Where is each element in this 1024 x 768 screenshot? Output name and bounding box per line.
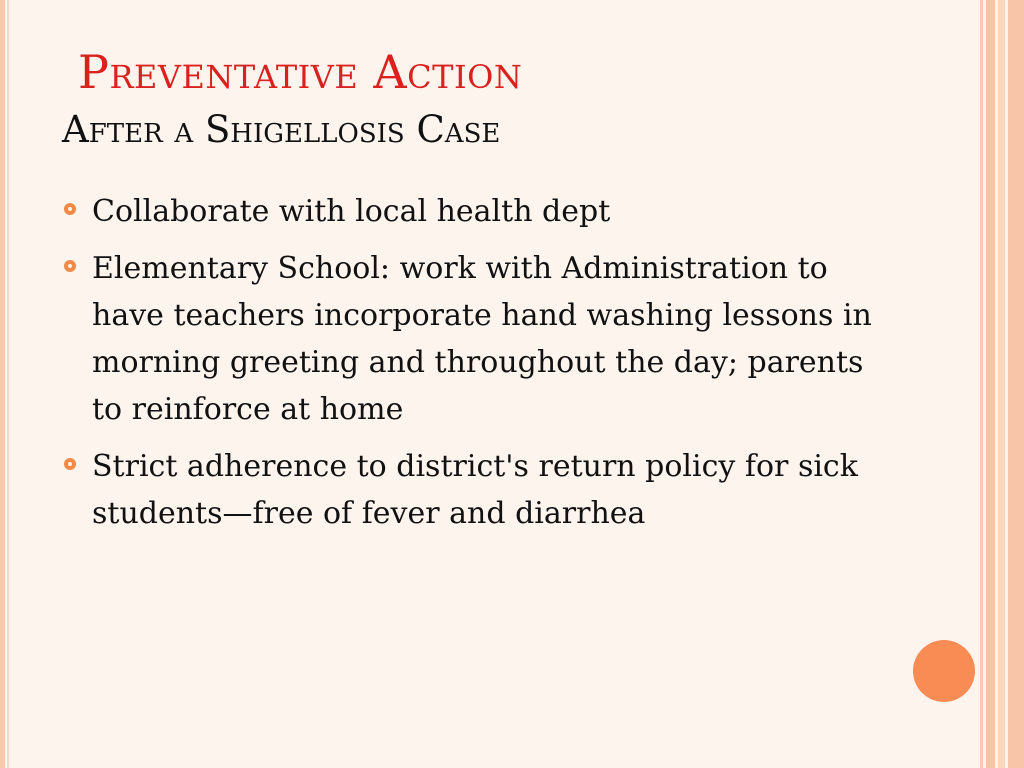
bullet-circle-icon <box>64 458 76 470</box>
right-border-stripe <box>986 0 995 768</box>
right-border-stripe <box>998 0 1005 768</box>
bullet-text: Collaborate with local health dept <box>92 194 611 229</box>
bullet-item <box>62 188 902 235</box>
bullet-list <box>62 188 902 547</box>
bullet-text: Elementary School: work with Administration to have teachers incorporate hand washing lessons in morning greeting and throughout the day; parents to reinforce at home <box>92 251 872 427</box>
bullet-circle-icon <box>64 203 76 215</box>
right-border-stripe <box>1008 0 1024 768</box>
slide-subtitle: After a Shigellosis Case <box>62 108 501 151</box>
right-border-stripe <box>980 0 983 768</box>
left-border-stripe-thin <box>7 0 9 768</box>
left-border-stripe <box>0 0 5 768</box>
bullet-circle-icon <box>64 260 76 272</box>
bullet-item <box>62 443 902 537</box>
bullet-text: Strict adherence to district's return policy for sick students—free of fever and diarrhea <box>92 449 858 531</box>
bullet-item <box>62 245 902 433</box>
slide-title: Preventative Action <box>78 45 523 99</box>
decorative-circle <box>913 640 975 702</box>
